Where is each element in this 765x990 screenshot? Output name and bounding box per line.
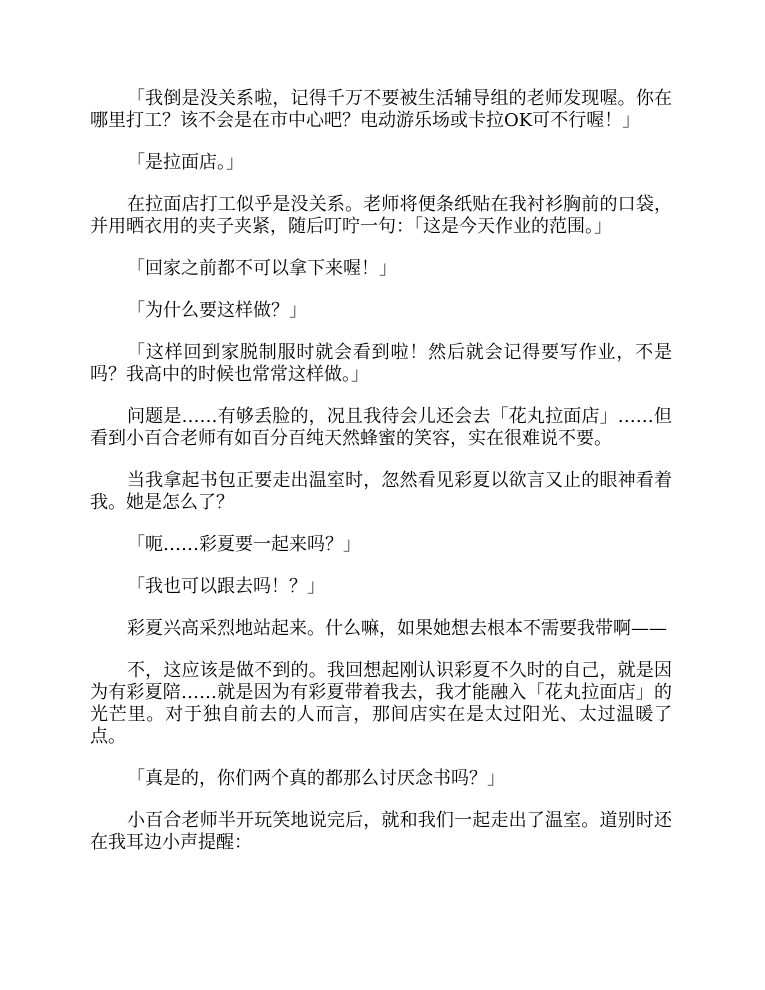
paragraph: 问题是……有够丢脸的，况且我待会儿还会去「花丸拉面店」……但看到小百合老师有如百分百纯天然蜂蜜的笑容，实在很难说不要。 — [90, 406, 672, 449]
paragraph: 在拉面店打工似乎是没关系。老师将便条纸贴在我衬衫胸前的口袋，并用晒衣用的夹子夹紧，随后叮咛一句：「这是今天作业的范围。」 — [90, 194, 672, 237]
paragraph: 「呃……彩夏要一起来吗？」 — [127, 534, 361, 555]
paragraph: 小百合老师半开玩笑地说完后，就和我们一起走出了温室。道别时还在我耳边小声提醒： — [90, 810, 672, 853]
paragraph: 「真是的，你们两个真的都那么讨厌念书吗？」 — [127, 768, 505, 789]
paragraph: 不，这应该是做不到的。我回想起刚认识彩夏不久时的自己，就是因为有彩夏陪……就是因为有彩夏带着我去，我才能融入「花丸拉面店」的光芒里。对于独自前去的人而言，那间店实在是太过阳光、太过温暖了点。 — [90, 660, 672, 747]
paragraph: 「回家之前都不可以拿下来喔！」 — [127, 258, 397, 279]
document-page — [90, 88, 672, 874]
paragraph: 「为什么要这样做？」 — [127, 300, 307, 321]
paragraph: 彩夏兴高采烈地站起来。什么嘛，如果她想去根本不需要我带啊—— — [127, 618, 667, 639]
paragraph: 当我拿起书包正要走出温室时，忽然看见彩夏以欲言又止的眼神看着我。她是怎么了？ — [90, 470, 672, 513]
paragraph: 「我也可以跟去吗！？」 — [127, 576, 325, 597]
paragraph: 「我倒是没关系啦，记得千万不要被生活辅导组的老师发现喔。你在哪里打工？该不会是在市中心吧？电动游乐场或卡拉OK可不行喔！」 — [90, 88, 672, 131]
paragraph: 「是拉面店。」 — [127, 152, 244, 173]
paragraph: 「这样回到家脱制服时就会看到啦！然后就会记得要写作业，不是吗？我高中的时候也常常这样做。」 — [90, 342, 672, 385]
